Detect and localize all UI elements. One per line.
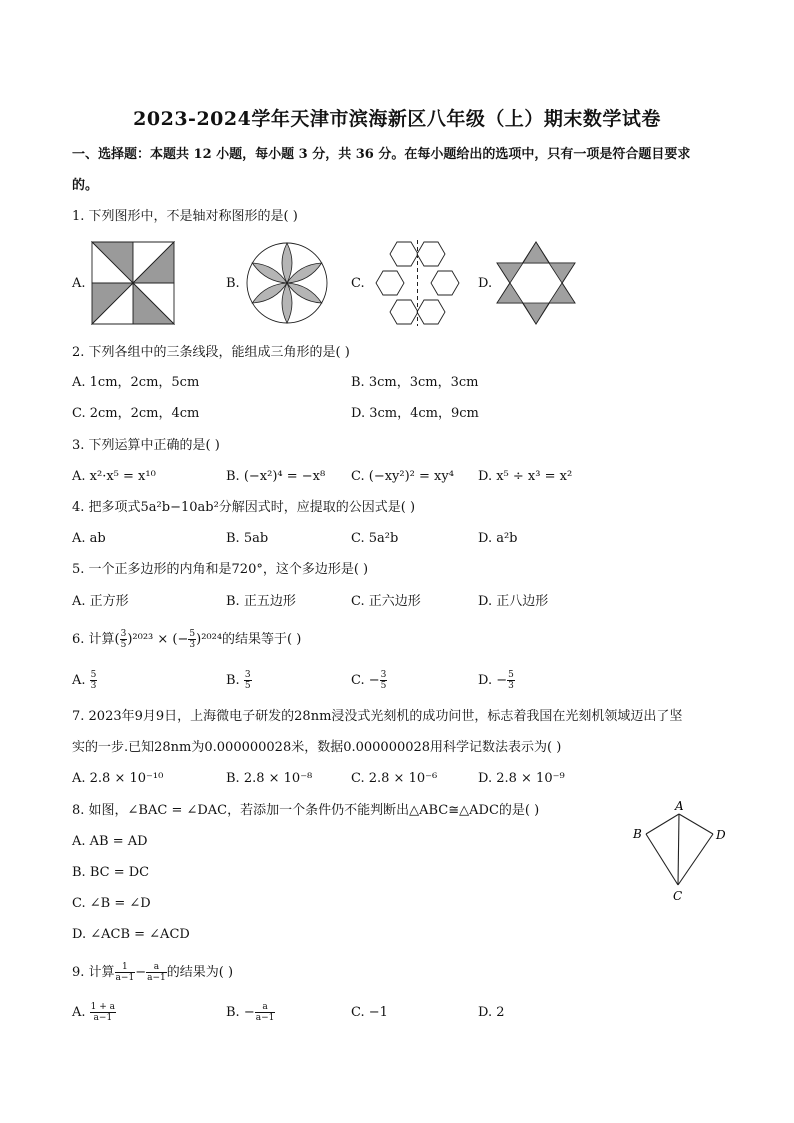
q8-option-a: A. AB = AD (72, 834, 148, 849)
q2-option-d: D. 3cm，4cm，9cm (351, 406, 479, 421)
q2-stem: 2. 下列各组中的三条线段，能组成三角形的是( ) (72, 345, 350, 360)
page-title: 2023-2024学年天津市滨海新区八年级（上）期末数学试卷 (133, 108, 661, 130)
q6-stem-start: 6. 计算( (72, 632, 120, 647)
q6-stem-middle: )²⁰²³ × (− (127, 632, 189, 647)
q5-option-b: B. 正五边形 (226, 594, 296, 609)
q7-option-a: A. 2.8 × 10⁻¹⁰ (72, 771, 164, 786)
q1-option-a-label: A. (72, 276, 86, 291)
q3-option-c: C. (−xy²)² = xy⁴ (351, 469, 454, 484)
pinwheel-figure (92, 242, 174, 324)
q8-kite-figure (630, 798, 730, 908)
q8-option-d: D. ∠ACB = ∠ACD (72, 927, 190, 942)
q6-fraction-2: $\frac{5}{3}$ (189, 629, 196, 650)
q2-option-a: A. 1cm，2cm，5cm (72, 375, 200, 390)
q9-option-c: C. −1 (351, 1005, 388, 1020)
hexagons-figure (370, 242, 465, 324)
q1-option-b-label: B. (226, 276, 240, 291)
q2-option-c: C. 2cm，2cm，4cm (72, 406, 200, 421)
q3-option-a: A. x²·x⁵ = x¹⁰ (72, 469, 156, 484)
q6-option-b: B. $\frac{3}{5}$ (226, 670, 251, 691)
q3-stem: 3. 下列运算中正确的是( ) (72, 438, 220, 453)
section-heading-cont: 的。 (72, 178, 99, 193)
q7-option-d: D. 2.8 × 10⁻⁹ (478, 771, 565, 786)
q6-fraction-1: $\frac{3}{5}$ (120, 629, 127, 650)
q9-option-d: D. 2 (478, 1005, 505, 1020)
q7-stem-line2: 实的一步.已知28nm为0.000000028米，数据0.000000028用科学记数法表示为( ) (72, 740, 562, 755)
q6-option-a: A. $\frac{5}{3}$ (72, 670, 97, 691)
q2-option-b: B. 3cm，3cm，3cm (351, 375, 479, 390)
q4-stem: 4. 把多项式5a²b−10ab²分解因式时，应提取的公因式是( ) (72, 500, 416, 515)
hexagram-figure (497, 242, 575, 324)
q9-option-a: A. $\frac{1 + a}{a-1}$ (72, 1002, 116, 1023)
q9-option-b: B. − $\frac{a}{a-1}$ (226, 1002, 275, 1023)
q5-option-d: D. 正八边形 (478, 594, 549, 609)
q6-option-d: D. − $\frac{5}{3}$ (478, 670, 514, 691)
q7-option-b: B. 2.8 × 10⁻⁸ (226, 771, 313, 786)
q6-option-c: C. − $\frac{3}{5}$ (351, 670, 387, 691)
q4-option-c: C. 5a²b (351, 531, 399, 546)
q4-option-d: D. a²b (478, 531, 518, 546)
q9-fraction-2: $\frac{a}{a-1}$ (147, 962, 166, 983)
point-label-a: A (675, 799, 684, 813)
q5-stem: 5. 一个正多边形的内角和是720°，这个多边形是( ) (72, 562, 369, 577)
section-heading: 一、选择题：本题共 12 小题，每小题 3 分，共 36 分。在每小题给出的选项中，只有一项是符合题目要求 (72, 147, 691, 162)
flower-circle-figure (246, 242, 328, 324)
q8-option-b: B. BC = DC (72, 865, 150, 880)
q1-option-d-label: D. (478, 276, 493, 291)
q8-option-c: C. ∠B = ∠D (72, 896, 151, 911)
q9-fraction-1: $\frac{1}{a-1}$ (115, 962, 135, 983)
q3-option-b: B. (−x²)⁴ = −x⁸ (226, 469, 326, 484)
q9-stem: 9. 计算 $\frac{1}{a-1}$ − $\frac{a}{a-1}$ 的结果为( ) (72, 962, 234, 983)
q7-stem-line1: 7. 2023年9月9日，上海微电子研发的28nm浸没式光刻机的成功问世，标志着我国在光刻机领域迈出了坚 (72, 709, 683, 724)
q3-option-d: D. x⁵ ÷ x³ = x² (478, 469, 573, 484)
q7-option-c: C. 2.8 × 10⁻⁶ (351, 771, 438, 786)
q5-option-a: A. 正方形 (72, 594, 129, 609)
point-label-c: C (673, 889, 683, 903)
point-label-b: B (633, 827, 642, 841)
q1-option-c-label: C. (351, 276, 365, 291)
q6-stem-end: )²⁰²⁴的结果等于( ) (196, 632, 302, 647)
q8-stem: 8. 如图，∠BAC = ∠DAC，若添加一个条件仍不能判断出△ABC≅△ADC的是( ) (72, 803, 540, 818)
q5-option-c: C. 正六边形 (351, 594, 421, 609)
q6-stem (72, 629, 301, 650)
point-label-d: D (716, 828, 726, 842)
q1-stem: 1. 下列图形中，不是轴对称图形的是( ) (72, 209, 298, 224)
q4-option-b: B. 5ab (226, 531, 269, 546)
q4-option-a: A. ab (72, 531, 106, 546)
